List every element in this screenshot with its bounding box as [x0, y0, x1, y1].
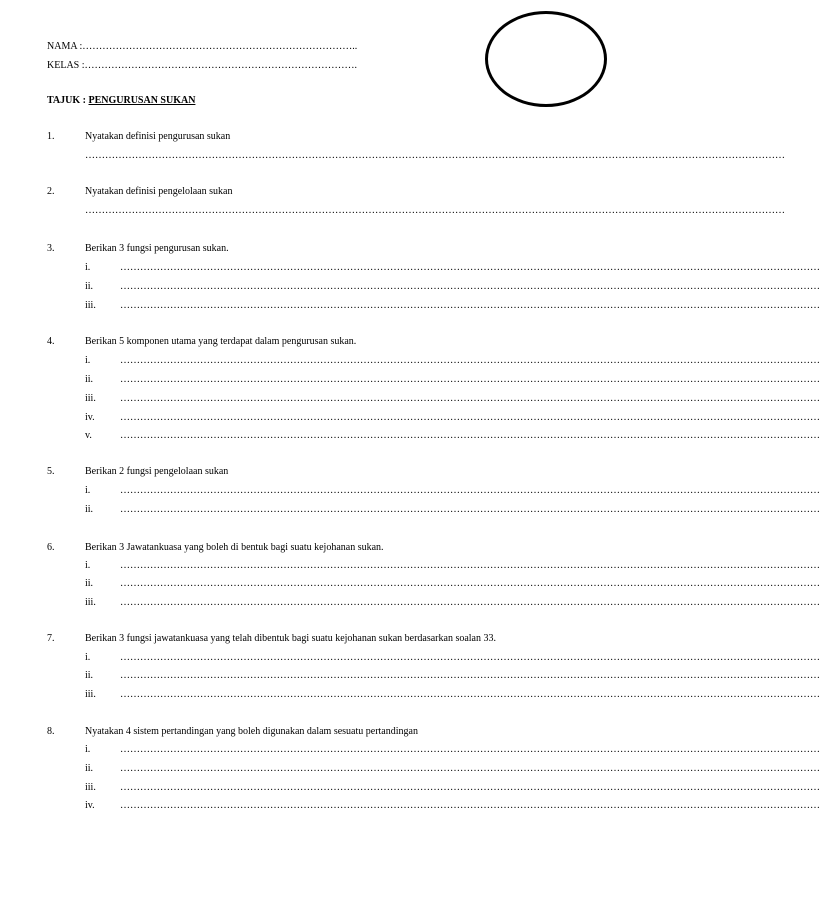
- item-numeral: i.: [85, 652, 91, 663]
- item-numeral: iii.: [85, 782, 96, 793]
- kelas-label: KELAS :: [47, 60, 85, 71]
- item-numeral: iii.: [85, 300, 96, 311]
- item-numeral: v.: [85, 430, 92, 441]
- item-numeral: iii.: [85, 597, 96, 608]
- answer-dots[interactable]: …………………………………………………………………………………………………………………………………………………………………………………………: [120, 597, 820, 608]
- item-numeral: ii.: [85, 578, 94, 589]
- item-numeral: iv.: [85, 412, 95, 423]
- answer-dots[interactable]: …………………………………………………………………………………………………………………………………………………………………………………………: [120, 670, 820, 681]
- page-title: [47, 95, 195, 107]
- item-numeral: ii.: [85, 670, 94, 681]
- answer-item: [0, 560, 820, 574]
- answer-item: [0, 262, 820, 276]
- question-1: [0, 131, 638, 145]
- question-2: [0, 186, 638, 200]
- question-6: [0, 542, 638, 556]
- question-text: Berikan 3 fungsi jawatankuasa yang telah dibentuk bagi suatu kejohanan sukan berdasarkan soalan 33.: [85, 633, 496, 644]
- question-number: 8.: [47, 726, 55, 737]
- title-topic: PENGURUSAN SUKAN: [88, 95, 196, 106]
- answer-dots[interactable]: …………………………………………………………………………………………………………………………………………………………………………………………: [120, 300, 820, 311]
- item-numeral: ii.: [85, 763, 94, 774]
- answer-dots[interactable]: …………………………………………………………………………………………………………………………………………………………………………………………: [120, 689, 820, 700]
- answer-item: [0, 504, 820, 518]
- answer-item: [0, 393, 820, 407]
- question-number: 5.: [47, 466, 55, 477]
- title-prefix: TAJUK :: [47, 95, 89, 106]
- kelas-line: [47, 60, 357, 72]
- answer-dots[interactable]: …………………………………………………………………………………………………………………………………………………………………………………………: [85, 205, 785, 216]
- item-numeral: i.: [85, 560, 91, 571]
- question-text: Nyatakan definisi pengelolaan sukan: [85, 186, 233, 197]
- answer-dots[interactable]: …………………………………………………………………………………………………………………………………………………………………………………………: [120, 800, 820, 811]
- question-5: [0, 466, 638, 480]
- answer-item: [0, 430, 820, 444]
- answer-item: [0, 597, 820, 611]
- answer-dots[interactable]: …………………………………………………………………………………………………………………………………………………………………………………………: [120, 281, 820, 292]
- question-text: Berikan 2 fungsi pengelolaan sukan: [85, 466, 229, 477]
- answer-dots[interactable]: …………………………………………………………………………………………………………………………………………………………………………………………: [120, 355, 820, 366]
- question-number: 7.: [47, 633, 55, 644]
- answer-item: [0, 300, 820, 314]
- answer-dots[interactable]: …………………………………………………………………………………………………………………………………………………………………………………………: [120, 504, 820, 515]
- item-numeral: i.: [85, 262, 91, 273]
- item-numeral: ii.: [85, 281, 94, 292]
- question-4: [0, 336, 638, 350]
- question-text: Berikan 5 komponen utama yang terdapat dalam pengurusan sukan.: [85, 336, 357, 347]
- question-3: [0, 243, 638, 257]
- answer-dots[interactable]: …………………………………………………………………………………………………………………………………………………………………………………………: [120, 744, 820, 755]
- answer-item: [0, 485, 820, 499]
- answer-item: [0, 689, 820, 703]
- question-text: Nyatakan 4 sistem pertandingan yang boleh digunakan dalam sesuatu pertandingan: [85, 726, 418, 737]
- answer-item: [0, 578, 820, 592]
- question-number: 2.: [47, 186, 55, 197]
- answer-item: [0, 412, 820, 426]
- answer-dots[interactable]: …………………………………………………………………………………………………………………………………………………………………………………………: [120, 763, 820, 774]
- question-number: 1.: [47, 131, 55, 142]
- answer-item: [0, 652, 820, 666]
- answer-dots[interactable]: …………………………………………………………………………………………………………………………………………………………………………………………: [120, 412, 820, 423]
- item-numeral: i.: [85, 355, 91, 366]
- answer-dots[interactable]: …………………………………………………………………………………………………………………………………………………………………………………………: [120, 374, 820, 385]
- item-numeral: ii.: [85, 504, 94, 515]
- answer-line[interactable]: [0, 205, 785, 219]
- answer-item: [0, 374, 820, 388]
- item-numeral: iii.: [85, 393, 96, 404]
- answer-dots[interactable]: …………………………………………………………………………………………………………………………………………………………………………………………: [120, 393, 820, 404]
- question-text: Berikan 3 fungsi pengurusan sukan.: [85, 243, 229, 254]
- answer-item: [0, 800, 820, 814]
- question-8: [0, 726, 638, 740]
- item-numeral: ii.: [85, 374, 94, 385]
- answer-item: [0, 281, 820, 295]
- answer-item: [0, 744, 820, 758]
- answer-dots[interactable]: …………………………………………………………………………………………………………………………………………………………………………………………: [120, 485, 820, 496]
- nama-line: [47, 41, 357, 53]
- answer-dots[interactable]: …………………………………………………………………………………………………………………………………………………………………………………………: [120, 578, 820, 589]
- nama-label: NAMA :: [47, 41, 83, 52]
- answer-dots[interactable]: …………………………………………………………………………………………………………………………………………………………………………………………: [120, 430, 820, 441]
- item-numeral: i.: [85, 744, 91, 755]
- item-numeral: i.: [85, 485, 91, 496]
- answer-item: [0, 355, 820, 369]
- photo-circle: [485, 11, 607, 107]
- answer-item: [0, 763, 820, 777]
- question-text: Nyatakan definisi pengurusan sukan: [85, 131, 231, 142]
- answer-item: [0, 782, 820, 796]
- answer-dots[interactable]: …………………………………………………………………………………………………………………………………………………………………………………………: [120, 782, 820, 793]
- answer-line[interactable]: [0, 150, 785, 164]
- question-number: 4.: [47, 336, 55, 347]
- answer-item: [0, 670, 820, 684]
- answer-dots[interactable]: …………………………………………………………………………………………………………………………………………………………………………………………: [120, 262, 820, 273]
- answer-dots[interactable]: …………………………………………………………………………………………………………………………………………………………………………………………: [85, 150, 785, 161]
- kelas-field[interactable]: ……………………………………………………………………….: [84, 60, 357, 71]
- answer-dots[interactable]: …………………………………………………………………………………………………………………………………………………………………………………………: [120, 652, 820, 663]
- answer-dots[interactable]: …………………………………………………………………………………………………………………………………………………………………………………………: [120, 560, 820, 571]
- item-numeral: iv.: [85, 800, 95, 811]
- item-numeral: iii.: [85, 689, 96, 700]
- question-number: 6.: [47, 542, 55, 553]
- nama-field[interactable]: ………………………………………………………………………..: [82, 41, 358, 52]
- question-7: [0, 633, 638, 647]
- question-number: 3.: [47, 243, 55, 254]
- question-text: Berikan 3 Jawatankuasa yang boleh di bentuk bagi suatu kejohanan sukan.: [85, 542, 384, 553]
